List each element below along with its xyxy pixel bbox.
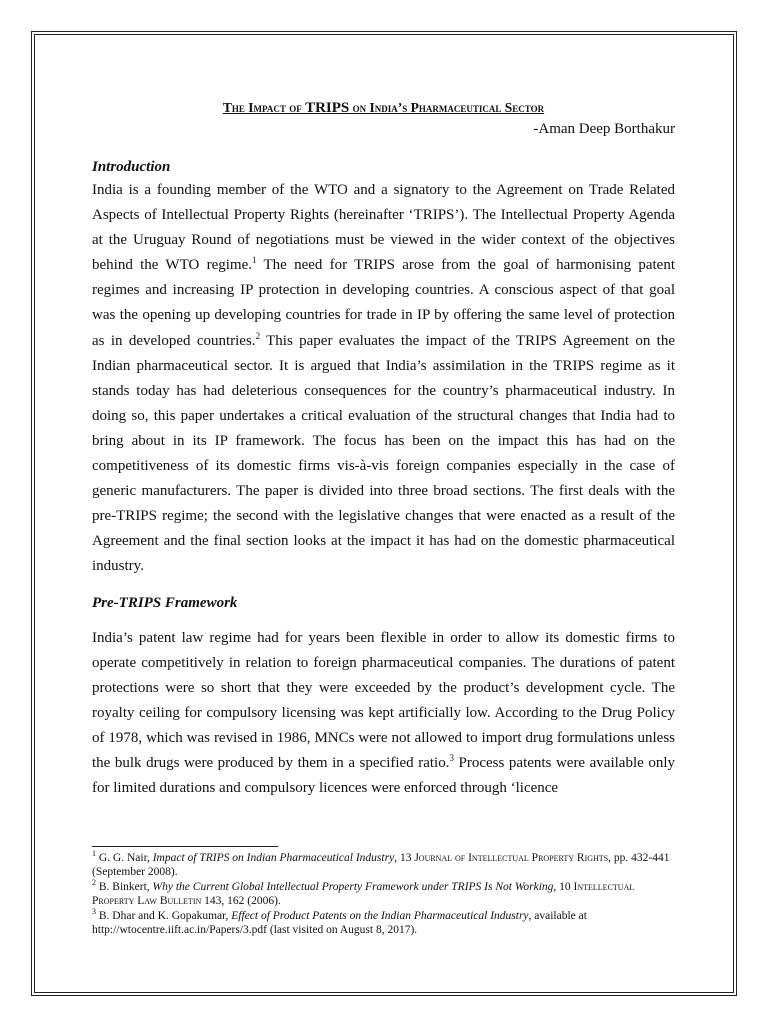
footnote-text: B. Dhar and K. Gopakumar,: [96, 910, 232, 922]
footnote-1: [92, 851, 675, 879]
intro-text-2: The need for TRIPS arose from the goal of harmonising patent regimes and increasing IP protection in developing countries. A conscious aspect of that goal was the opening up developing countries for trade in IP by offering the same level of protection as in developed countries.: [92, 257, 675, 349]
introduction-heading: Introduction: [92, 159, 171, 175]
title-part-1: The Impact of: [222, 100, 306, 115]
footnote-number: 1: [92, 849, 96, 859]
pre-trips-text-2: Process patents were available only for limited durations and compulsory licences were enforced through ‘licence: [92, 754, 675, 797]
footnote-article-title: Why the Current Global Intellectual Property Framework under TRIPS Is Not Working: [152, 881, 554, 893]
footnotes-section: [92, 851, 675, 938]
title-part-3: on India’s Pharmaceutical Sector: [349, 100, 545, 115]
title-part-2: TRIPS: [305, 100, 350, 116]
footnote-article-title: Impact of TRIPS on Indian Pharmaceutical Industry: [152, 852, 395, 864]
footnote-journal: Intellectual Property Law Bulletin: [92, 881, 635, 907]
intro-text-1: India is a founding member of the WTO and a signatory to the Agreement on Trade Related Aspects of Intellectual Property Rights (hereinafter ‘TRIPS’). The Intellectual Property Agenda at the Uruguay Round of negotiations must be viewed in the wider context of the objectives behind the WTO regime.: [92, 182, 675, 274]
document-body: [92, 98, 675, 801]
author-line: -Aman Deep Borthakur: [533, 121, 675, 137]
footnote-2: [92, 880, 675, 908]
footnote-text: , pp. 432-441 (September 2008).: [92, 852, 670, 878]
footnote-text: , 10: [553, 881, 574, 893]
footnote-number: 3: [92, 907, 96, 917]
document-title: [92, 98, 675, 118]
footnote-text: B. Binkert,: [96, 881, 153, 893]
footnote-3: [92, 909, 675, 937]
footnote-text: , 13: [394, 852, 415, 864]
footnote-ref-2[interactable]: 2: [255, 330, 261, 341]
pre-trips-paragraph: [92, 626, 675, 802]
intro-text-3: This paper evaluates the impact of the TRIPS Agreement on the Indian pharmaceutical sector. It is argued that India’s assimilation in the TRIPS regime as it stands today has had deleterious consequences for the country’s pharmaceutical industry. In doing so, this paper undertakes a critical evaluation of the structural changes that India had to bring about in its IP framework. The focus has been on the impact this has had on the competitiveness of its domestic firms vis-à-vis foreign companies especially in the case of generic manufacturers. The paper is divided into three broad sections. The first deals with the pre-TRIPS regime; the second with the legislative changes that were enacted as a result of the Agreement and the final section looks at the impact it has had on the domestic pharmaceutical industry.: [92, 332, 675, 575]
footnote-number: 2: [92, 878, 96, 888]
footnote-journal: Journal of Intellectual Property Rights: [414, 852, 609, 864]
footnote-text[interactable]: , available at http://wtocentre.iift.ac.in/Papers/3.pdf (last visited on August 8, 2017).: [92, 910, 587, 936]
footnote-text: 143, 162 (2006).: [201, 895, 281, 907]
footnote-ref-3[interactable]: 3: [449, 752, 454, 763]
footnote-text: G. G. Nair,: [96, 852, 153, 864]
pre-trips-text-1: India’s patent law regime had for years been flexible in order to allow its domestic firms to operate competitively in relation to foreign pharmaceutical companies. The durations of patent protections were so short that they were exceeded by the product’s development cycle. The royalty ceiling for compulsory licensing was kept artificially low. According to the Drug Policy of 1978, which was revised in 1986, MNCs were not allowed to import drug formulations unless the bulk drugs were produced by them in a specified ratio.: [92, 629, 675, 771]
introduction-paragraph: [92, 178, 675, 580]
footnote-ref-1[interactable]: 1: [251, 255, 257, 266]
footnote-article-title: Effect of Product Patents on the Indian Pharmaceutical Industry: [231, 910, 529, 922]
pre-trips-heading: Pre-TRIPS Framework: [92, 594, 238, 611]
footnote-separator: [92, 846, 278, 847]
